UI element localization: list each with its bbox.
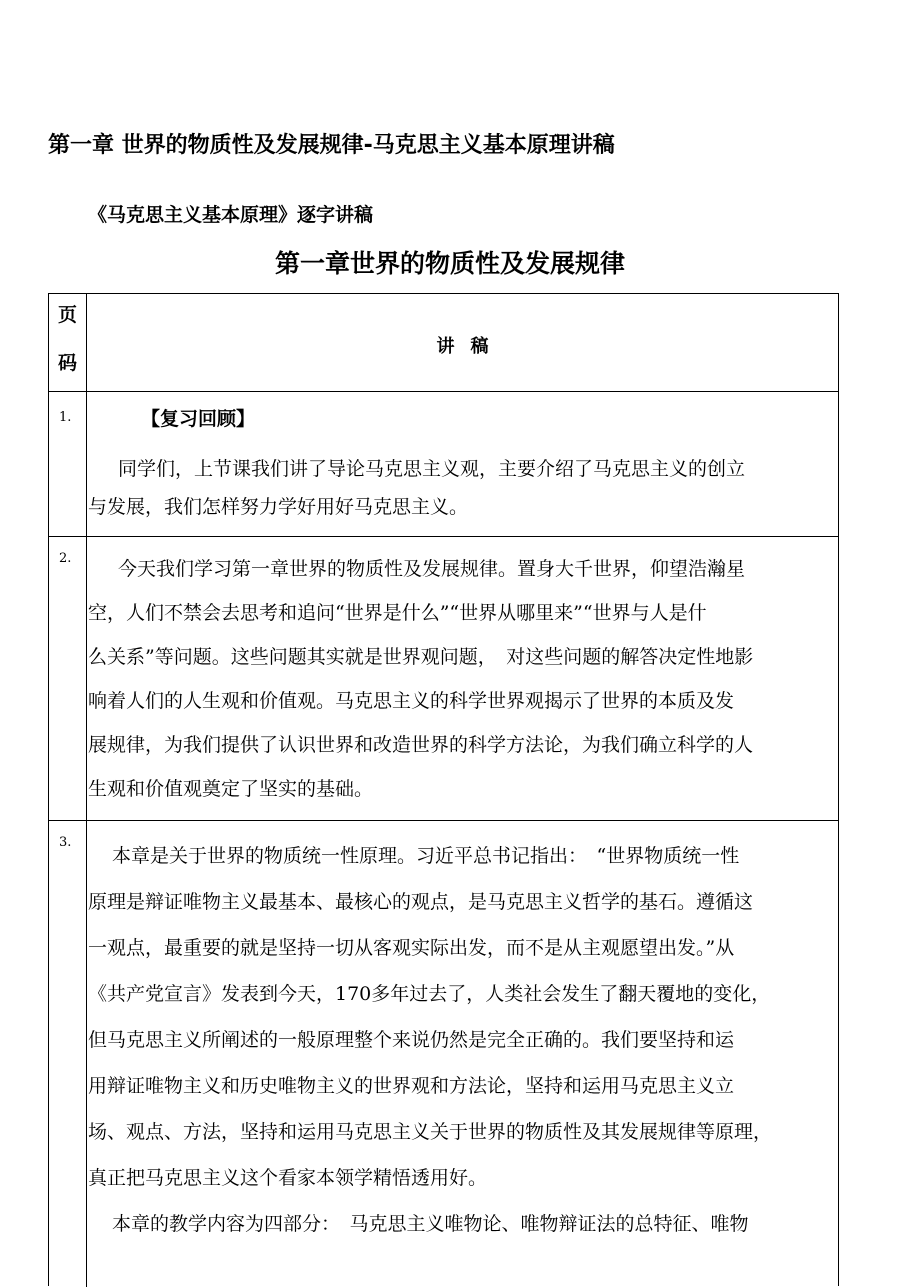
table-header-row: [49, 294, 838, 392]
table-row: [49, 537, 838, 821]
text-line: 生观和价值观奠定了坚实的基础。: [88, 778, 374, 800]
document-subtitle: 《马克思主义基本原理》逐字讲稿: [88, 204, 374, 226]
document-title: 第一章 世界的物质性及发展规律-马克思主义基本原理讲稿: [48, 133, 615, 158]
text-line: 本章的教学内容为四部分： 马克思主义唯物论、唯物辩证法的总特征、唯物: [93, 1213, 749, 1235]
table-row: [49, 392, 838, 537]
text-line: 一观点，最重要的就是坚持一切从客观实际出发，而不是从主观愿望出发。”从: [88, 937, 735, 959]
text-line: 响着人们的人生观和价值观。马克思主义的科学世界观揭示了世界的本质及发: [88, 690, 735, 712]
page-number: 1.: [59, 410, 72, 425]
lecture-text: [88, 547, 836, 811]
page-number: 2.: [59, 551, 72, 566]
text-line: 本章是关于世界的物质统一性原理。习近平总书记指出： “世界物质统一性: [93, 845, 740, 867]
text-line: 用辩证唯物主义和历史唯物主义的世界观和方法论，坚持和运用马克思主义立: [88, 1075, 735, 1097]
text-line: 同学们，上节课我们讲了导论马克思主义观，主要介绍了马克思主义的创立: [99, 458, 746, 480]
text-line: 但马克思主义所阐述的一般原理整个来说仍然是完全正确的。我们要坚持和运: [88, 1029, 735, 1051]
text-line: 原理是辩证唯物主义最基本、最核心的观点，是马克思主义哲学的基石。遵循这: [88, 891, 754, 913]
chapter-title: 第一章世界的物质性及发展规律: [274, 249, 625, 278]
lecture-column-header: 讲稿: [436, 336, 505, 357]
text-line: 展规律，为我们提供了认识世界和改造世界的科学方法论，为我们确立科学的人: [88, 734, 754, 756]
text-line: 空，人们不禁会去思考和追问“世界是什么”“世界从哪里来”“世界与人是什: [88, 602, 707, 624]
page-column-header: 页 码: [57, 304, 77, 374]
text-line: 今天我们学习第一章世界的物质性及发展规律。置身大千世界，仰望浩瀚星: [99, 558, 746, 580]
page-number: 3.: [59, 835, 72, 850]
table-row: [49, 821, 838, 1287]
lecture-text: [88, 400, 836, 526]
lecture-text: [88, 833, 836, 1247]
text-line: 真正把马克思主义这个看家本领学精悟透用好。: [88, 1167, 488, 1189]
text-line: 么关系”等问题。这些问题其实就是世界观问题， 对这些问题的解答决定性地影: [88, 646, 754, 668]
lecture-table: [48, 293, 839, 1286]
text-line: 场、观点、方法，坚持和运用马克思主义关于世界的物质性及其发展规律等原理，: [88, 1121, 773, 1143]
text-line: 《共产党宣言》发表到今天，170多年过去了，人类社会发生了翻天覆地的变化，: [88, 983, 771, 1005]
section-heading: 【复习回顾】: [141, 408, 256, 430]
text-line: 与发展，我们怎样努力学好用好马克思主义。: [88, 496, 469, 518]
